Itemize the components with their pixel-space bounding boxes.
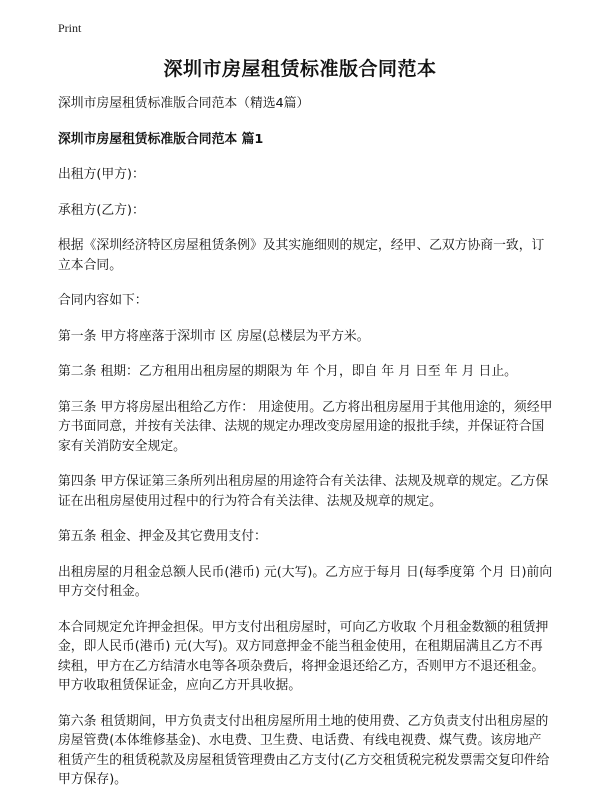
paragraph-article-5: 第五条 租金、押金及其它费用支付：	[58, 529, 267, 544]
paragraph-rent: 出租房屋的月租金总额人民币(港币) 元(大写)。乙方应于每月 日(每季度第 个月 日)前向甲方交付租金。	[58, 564, 553, 599]
paragraph-deposit: 本合同规定允许押金担保。甲方支付出租房屋时，可向乙方收取 个月租金数额的租赁押金，即人民币(港币) 元(大写)。双方同意押金不能当租金使用，在租期届满且乙方不再续租，甲方在乙方结清水电等各项杂费后，将押金退还给乙方，否则甲方不退还租金。甲方收取租赁保证金，应向乙方开具收据。	[58, 619, 549, 693]
document-body	[58, 94, 553, 806]
paragraph-article-4: 第四条 甲方保证第三条所列出租房屋的用途符合有关法律、法规及规章的规定。乙方保证在出租房屋使用过程中的行为符合有关法律、法规及规章的规定。	[58, 474, 549, 509]
paragraph-preamble: 根据《深圳经济特区房屋租赁条例》及其实施细则的规定，经甲、乙双方协商一致，订立本合同。	[58, 238, 545, 273]
paragraph-contents-intro: 合同内容如下：	[58, 293, 148, 308]
print-link[interactable]: Print	[58, 21, 82, 35]
document-title: 深圳市房屋租赁标准版合同范本	[163, 58, 437, 80]
paragraph-article-1: 第一条 甲方将座落于深圳市 区 房屋(总楼层为平方米。	[58, 328, 370, 344]
paragraph-article-2: 第二条 租期：乙方租用出租房屋的期限为 年 个月，即自 年 月 日至 年 月 日止。	[58, 364, 517, 379]
paragraph-article-6: 第六条 租赁期间，甲方负责支付出租房屋所用土地的使用费、乙方负责支付出租房屋的房屋管费(本体维修基金)、水电费、卫生费、电话费、有线电视费、煤气费。该房地产租赁产生的租赁税款及房屋租赁管理费由乙方支付(乙方交租赁税完税发票需交复印件给甲方保存)。	[58, 713, 550, 787]
paragraph-lessee: 承租方(乙方)：	[58, 202, 145, 218]
paragraph-lessor: 出租方(甲方)：	[58, 167, 145, 182]
section-heading: 深圳市房屋租赁标准版合同范本 篇1	[58, 131, 264, 147]
paragraph-article-3: 第三条 甲方将房屋出租给乙方作： 用途使用。乙方将出租房屋用于其他用途的，须经甲方书面同意，并按有关法律、法规的规定办理改变房屋用途的报批手续，并保证符合国家有关消防安全规定。	[58, 399, 553, 454]
document-subtitle: 深圳市房屋租赁标准版合同范本（精选4篇）	[58, 96, 310, 111]
